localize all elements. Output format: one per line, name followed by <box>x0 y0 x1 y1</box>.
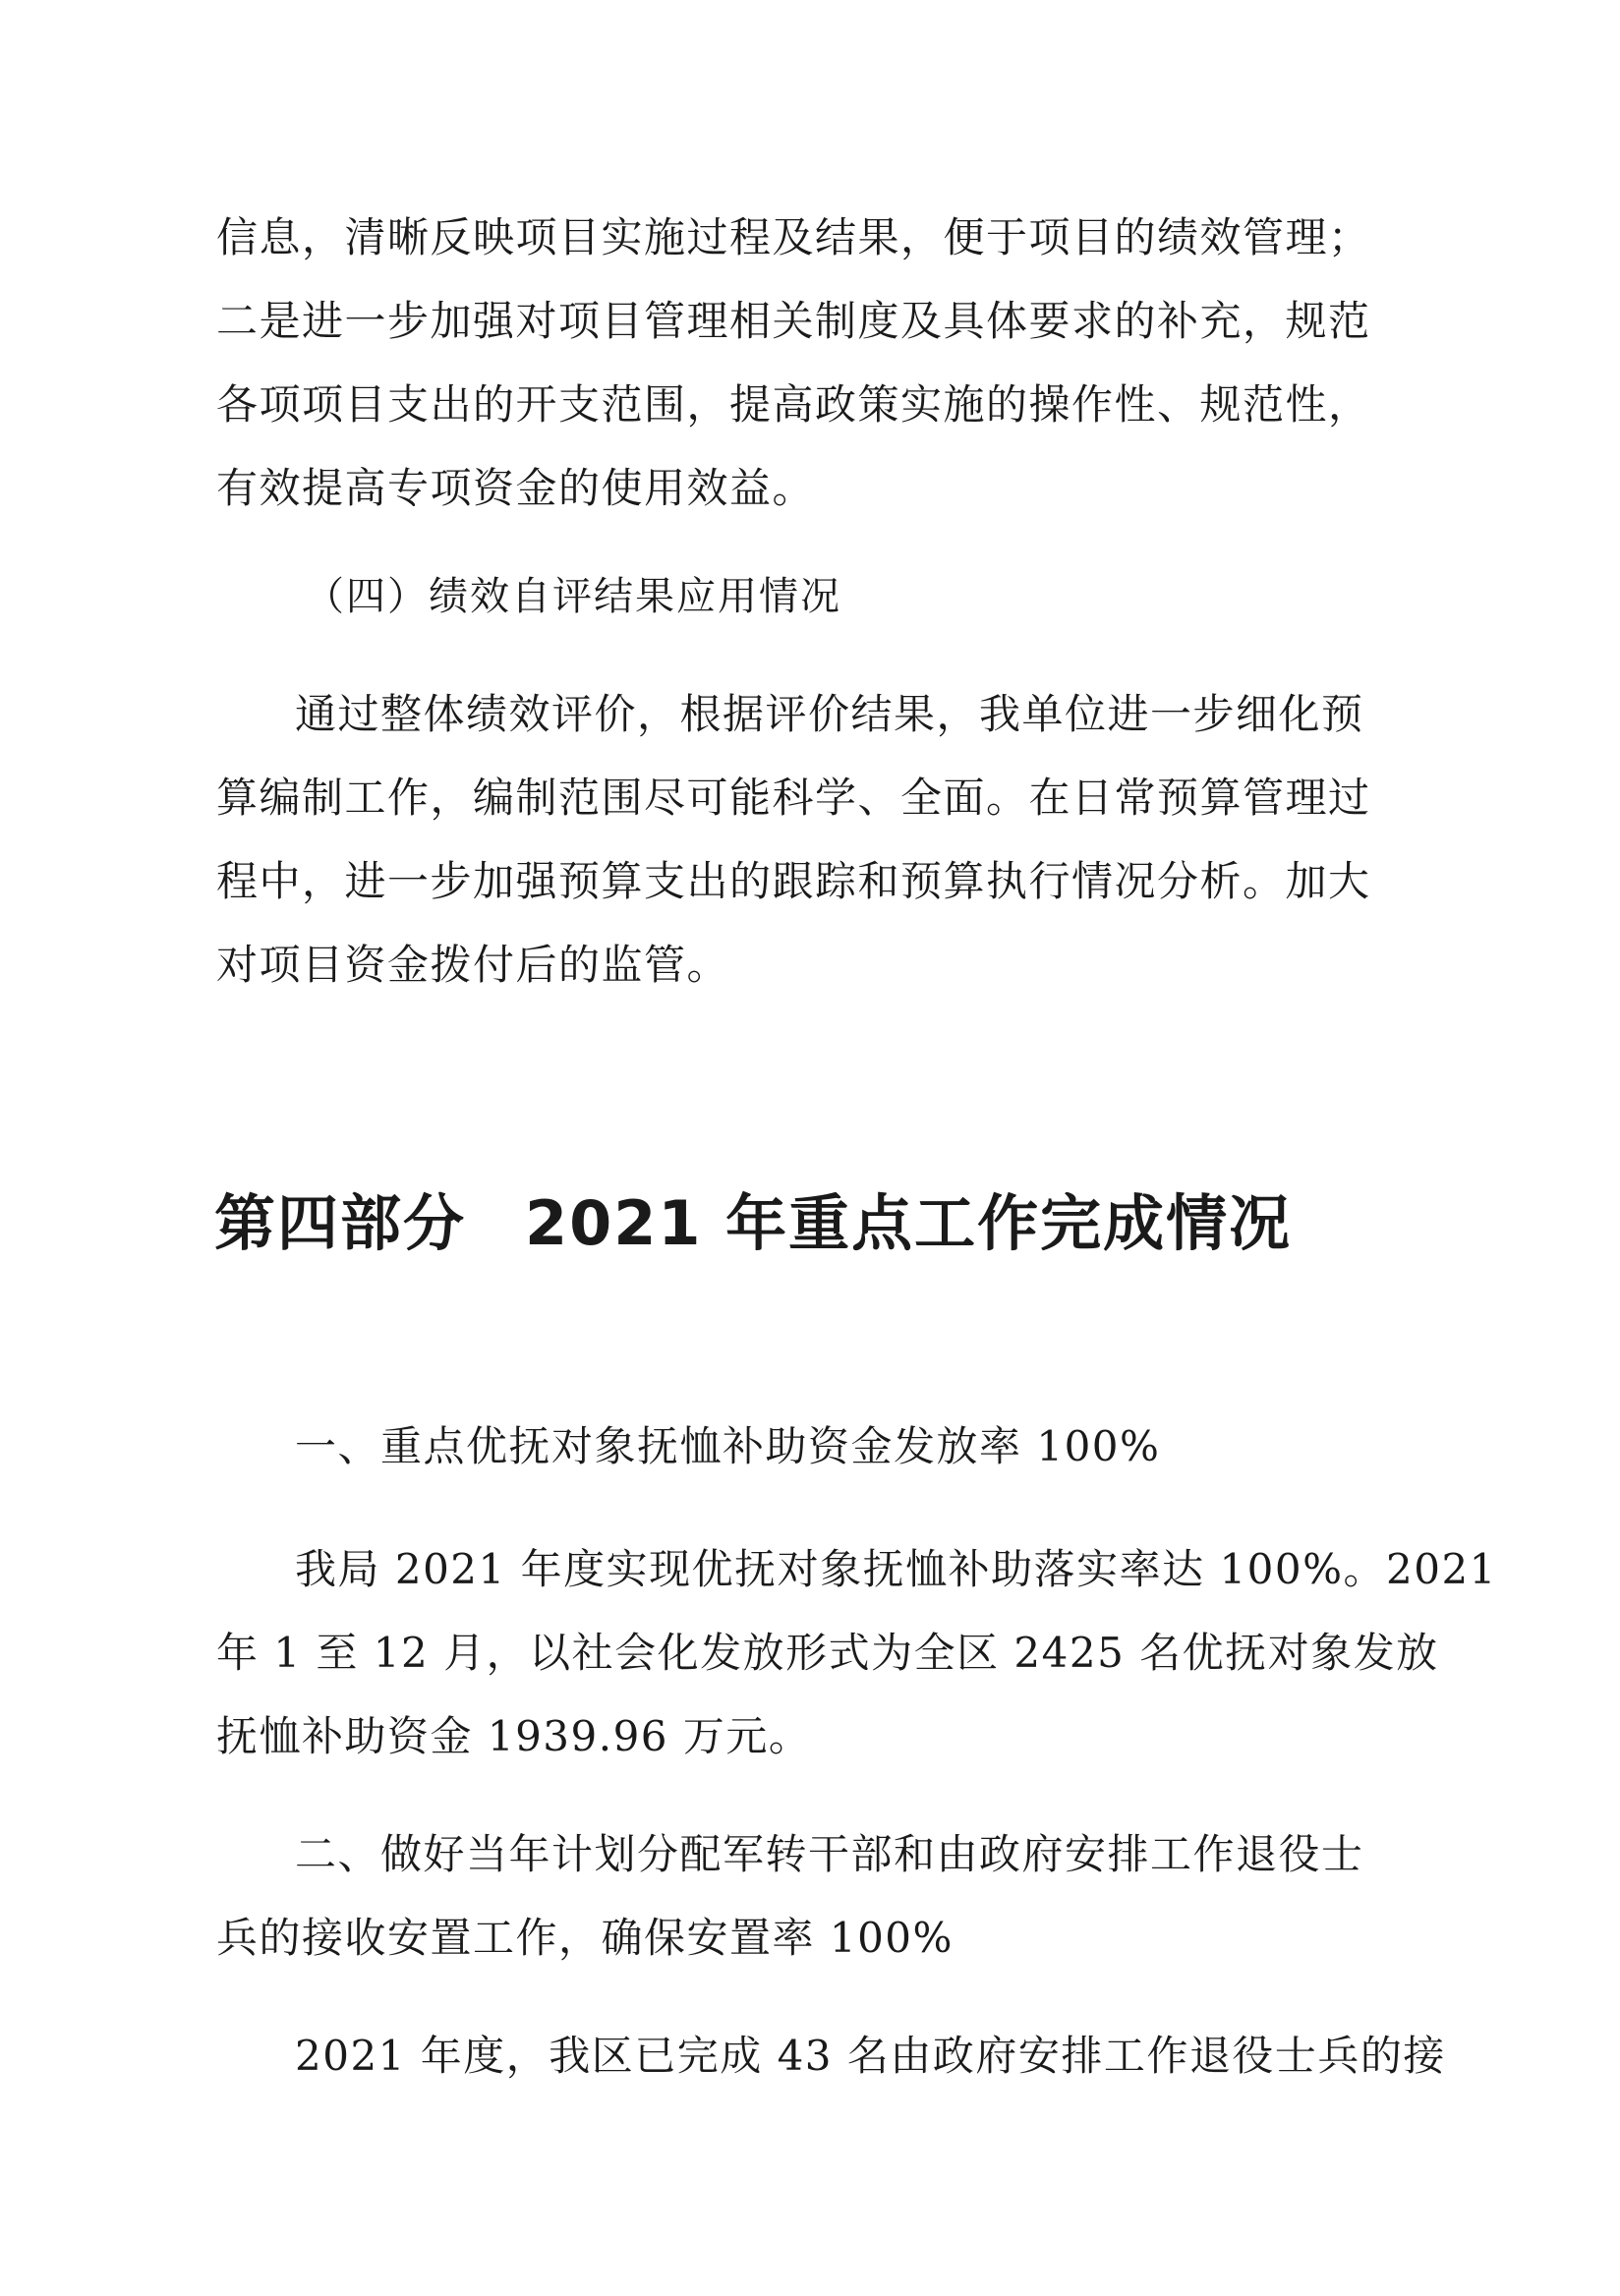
section-title <box>214 1184 1292 1263</box>
paragraph-line: 年 1 至 12 月，以社会化发放形式为全区 2425 名优抚对象发放 <box>216 1629 1439 1677</box>
subheading: （四）绩效自评结果应用情况 <box>305 574 841 619</box>
paragraph-line: 2021 年度，我区已完成 43 名由政府安排工作退役士兵的接 <box>295 2032 1446 2080</box>
paragraph-line: 抚恤补助资金 1939.96 万元。 <box>216 1712 812 1760</box>
paragraph-line: 程中，进一步加强预算支出的跟踪和预算执行情况分析。加大 <box>216 857 1371 905</box>
paragraph-line: 算编制工作，编制范围尽可能科学、全面。在日常预算管理过 <box>216 774 1371 822</box>
paragraph-line: 各项项目支出的开支范围，提高政策实施的操作性、规范性， <box>216 380 1371 429</box>
item-heading: 一、重点优抚对象抚恤补助资金发放率 100% <box>295 1422 1161 1470</box>
section-part-label: 第四部分 <box>214 1187 467 1259</box>
item-heading: 兵的接收安置工作，确保安置率 100% <box>216 1914 954 1962</box>
paragraph-line: 我局 2021 年度实现优抚对象抚恤补助落实率达 100%。2021 <box>295 1545 1497 1593</box>
section-title-text: 2021 年重点工作完成情况 <box>525 1187 1293 1259</box>
paragraph-line: 信息，清晰反映项目实施过程及结果，便于项目的绩效管理； <box>216 213 1371 261</box>
paragraph-line: 有效提高专项资金的使用效益。 <box>216 464 816 512</box>
paragraph-line: 通过整体绩效评价，根据评价结果，我单位进一步细化预 <box>295 690 1364 738</box>
paragraph-line: 二是进一步加强对项目管理相关制度及具体要求的补充，规范 <box>216 297 1371 345</box>
item-heading: 二、做好当年计划分配军转干部和由政府安排工作退役士 <box>295 1830 1364 1878</box>
paragraph-line: 对项目资金拨付后的监管。 <box>216 941 730 989</box>
